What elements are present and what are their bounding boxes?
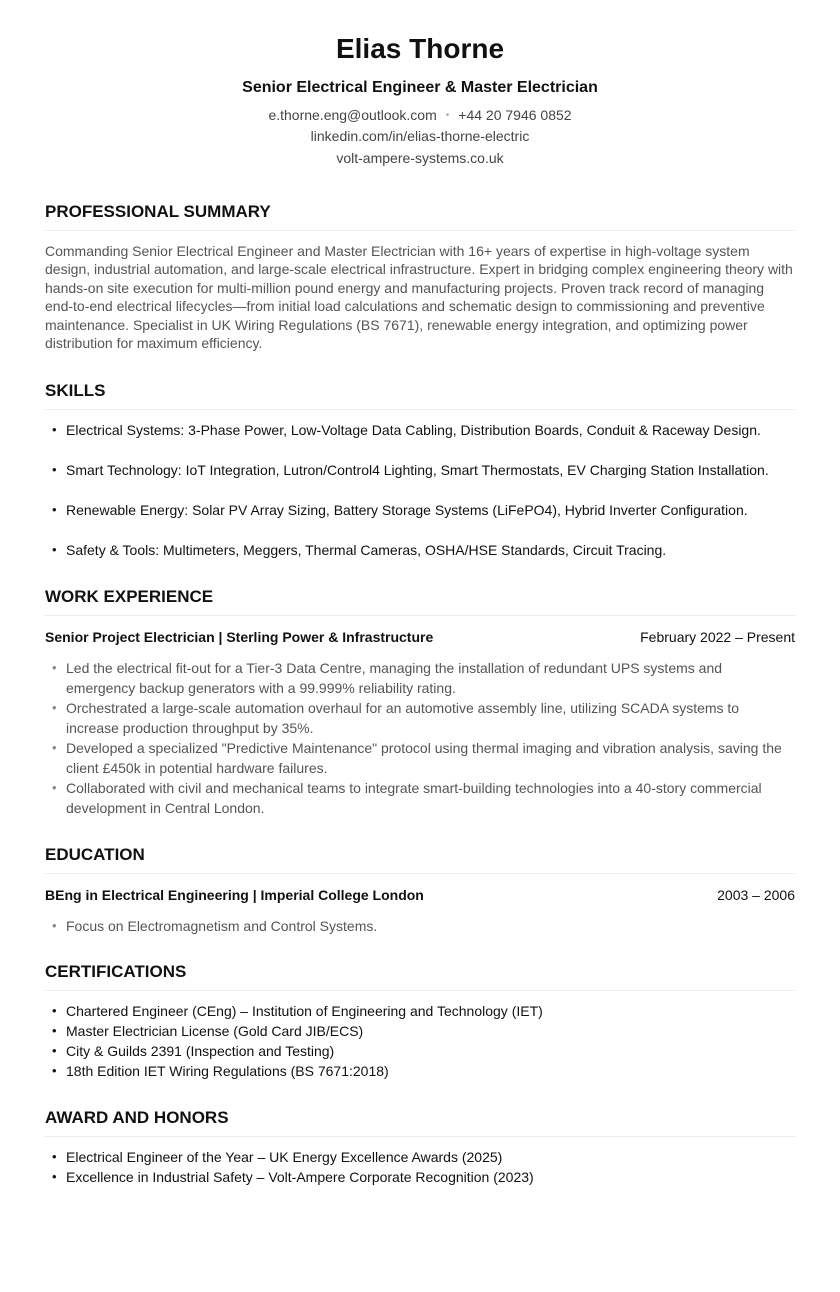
awards-section — [45, 1108, 795, 1187]
contact-row — [0, 105, 840, 126]
skills-section — [45, 381, 795, 580]
experience-entry-header — [45, 628, 795, 646]
experience-section — [45, 587, 795, 818]
skills-list — [45, 420, 795, 560]
website-link[interactable]: volt-ampere-systems.co.uk — [336, 150, 504, 166]
education-heading: EDUCATION — [45, 845, 795, 874]
degree-title: BEng in Electrical Engineering | Imperial College London — [45, 887, 424, 903]
skill-item: • Renewable Energy: Solar PV Array Sizing, Battery Storage Systems (LiFePO4), Hybrid Inverter Configuration. — [45, 500, 795, 520]
certifications-list — [45, 1001, 795, 1081]
award-item: • Electrical Engineer of the Year – UK Energy Excellence Awards (2025) — [45, 1147, 795, 1167]
contact-separator: • — [445, 110, 450, 121]
certifications-section — [45, 962, 795, 1081]
skill-item: • Electrical Systems: 3-Phase Power, Low-Voltage Data Cabling, Distribution Boards, Conduit & Raceway Design. — [45, 420, 795, 440]
education-section — [45, 845, 795, 936]
skill-item: • Safety & Tools: Multimeters, Meggers, Thermal Cameras, OSHA/HSE Standards, Circuit Tracing. — [45, 540, 795, 560]
candidate-name: Elias Thorne — [335, 33, 505, 64]
linkedin-link[interactable]: linkedin.com/in/elias-thorne-electric — [310, 128, 530, 144]
awards-heading: AWARD AND HONORS — [45, 1108, 795, 1137]
education-dates: 2003 – 2006 — [717, 887, 795, 903]
certification-item: • City & Guilds 2391 (Inspection and Testing) — [45, 1041, 795, 1061]
candidate-title: Senior Electrical Engineer & Master Electrician — [242, 79, 598, 96]
summary-heading: PROFESSIONAL SUMMARY — [45, 202, 795, 231]
certifications-heading: CERTIFICATIONS — [45, 962, 795, 991]
experience-heading: WORK EXPERIENCE — [45, 587, 795, 616]
job-dates: February 2022 – Present — [640, 629, 795, 645]
email-link[interactable]: e.thorne.eng@outlook.com — [268, 107, 437, 123]
summary-text: Commanding Senior Electrical Engineer and Master Electrician with 16+ years of expertise in high-voltage system design, industrial automation, and large-scale electrical infrastructure. Expert in bridging complex engineering theory with hands-on site execution for multi-million pound energy and manufacturing projects. Proven track record of managing end-to-end electrical lifecycles—from initial load calculations and schematic design to commissioning and preventive maintenance. Specialist in UK Wiring Regulations (BS 7671), renewable energy integration, and optimizing power distribution for maximum efficiency. — [45, 243, 793, 352]
education-bullets — [45, 916, 795, 936]
experience-bullet: • Developed a specialized "Predictive Maintenance" protocol using thermal imaging and vibration analysis, saving the client £450k in potential hardware failures. — [45, 738, 795, 778]
experience-bullet: • Orchestrated a large-scale automation overhaul for an automotive assembly line, utilizing SCADA systems to increase production throughput by 35%. — [45, 698, 795, 738]
certification-item: • Chartered Engineer (CEng) – Institution of Engineering and Technology (IET) — [45, 1001, 795, 1021]
skills-heading: SKILLS — [45, 381, 795, 410]
resume-header — [0, 0, 840, 169]
skill-item: • Smart Technology: IoT Integration, Lutron/Control4 Lighting, Smart Thermostats, EV Charging Station Installation. — [45, 460, 795, 480]
certification-item: • Master Electrician License (Gold Card JIB/ECS) — [45, 1021, 795, 1041]
experience-bullet: • Collaborated with civil and mechanical teams to integrate smart-building technologies into a 40-story commercial development in Central London. — [45, 778, 795, 818]
experience-bullet: • Led the electrical fit-out for a Tier-3 Data Centre, managing the installation of redundant UPS systems and emergency backup generators with a 99.999% reliability rating. — [45, 658, 795, 698]
awards-list — [45, 1147, 795, 1187]
phone-number: +44 20 7946 0852 — [458, 107, 572, 123]
award-item: • Excellence in Industrial Safety – Volt-Ampere Corporate Recognition (2023) — [45, 1167, 795, 1187]
education-bullet: • Focus on Electromagnetism and Control Systems. — [45, 916, 795, 936]
certification-item: • 18th Edition IET Wiring Regulations (BS 7671:2018) — [45, 1061, 795, 1081]
job-title: Senior Project Electrician | Sterling Power & Infrastructure — [45, 629, 434, 645]
experience-bullets — [45, 658, 795, 818]
education-entry-header — [45, 886, 795, 904]
summary-section — [45, 202, 795, 352]
